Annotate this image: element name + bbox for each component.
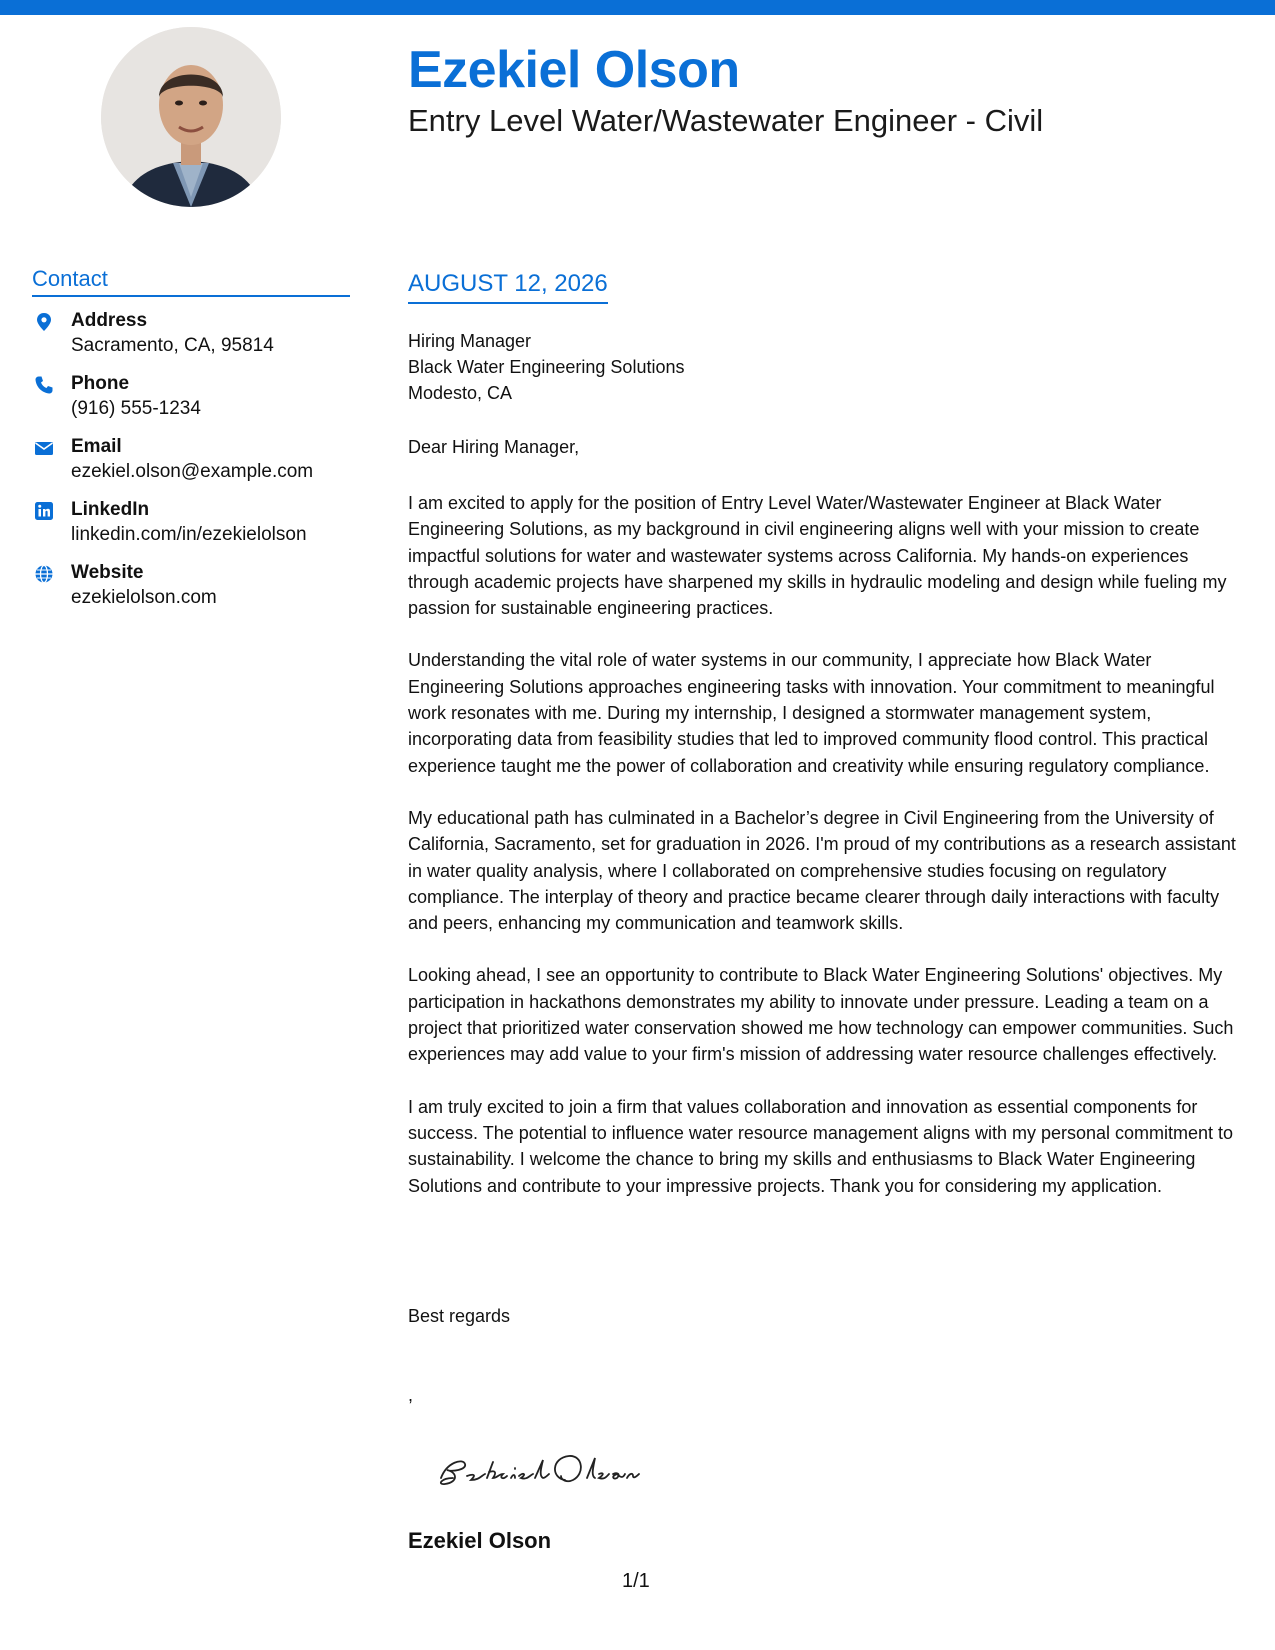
envelope-icon (34, 438, 54, 458)
linkedin-icon (34, 501, 54, 521)
map-pin-icon (34, 312, 54, 332)
recipient-company: Black Water Engineering Solutions (408, 357, 685, 377)
contact-list (32, 310, 352, 625)
contact-value-website[interactable]: ezekielolson.com (71, 587, 217, 608)
handwritten-signature (433, 1438, 643, 1498)
letter-body (408, 490, 1250, 1225)
body-paragraph: My educational path has culminated in a Bachelor’s degree in Civil Engineering from the University of California, Sacramento, set for graduation in 2026. I'm proud of my contributions as a research assistant in water quality analysis, where I collaborated on comprehensive studies focusing on regulatory compliance. The interplay of theory and practice became clearer through daily interactions with faculty and peers, enhancing my communication and teamwork skills. (408, 807, 1236, 934)
contact-item-linkedin (32, 499, 352, 562)
salutation: Dear Hiring Manager, (408, 437, 580, 457)
contact-value-address: Sacramento, CA, 95814 (71, 335, 274, 356)
body-paragraph: I am excited to apply for the position of Entry Level Water/Wastewater Engineer at Black Water Engineering Solutions, as my background in civil engineering aligns well with your mission to create impactful solutions for water and wastewater systems across California. My hands-on experiences through academic projects have sharpened my skills in hydraulic modeling and design while fueling my passion for sustainable engineering practices. (408, 493, 1227, 619)
contact-item-email (32, 436, 352, 499)
body-paragraph: Looking ahead, I see an opportunity to contribute to Black Water Engineering Solutions' objectives. My participation in hackathons demonstrates my ability to innovate under pressure. Leading a team on a project that prioritized water conservation showed me how technology can empower communities. Such experiences may add value to your firm's mission of addressing water resource challenges effectively. (408, 965, 1234, 1065)
contact-label-linkedin: LinkedIn (71, 499, 150, 520)
contact-label-email: Email (71, 436, 122, 457)
job-title: Entry Level Water/Wastewater Engineer - Civil (408, 103, 1044, 138)
contact-item-website (32, 562, 352, 625)
contact-label-phone: Phone (71, 373, 130, 394)
globe-icon (34, 564, 54, 584)
closing-comma: , (408, 1385, 414, 1405)
closing: Best regards (408, 1306, 511, 1326)
contact-value-email[interactable]: ezekiel.olson@example.com (71, 461, 314, 482)
contact-item-phone (32, 373, 352, 436)
recipient-location: Modesto, CA (408, 383, 513, 403)
contact-label-address: Address (71, 310, 148, 331)
phone-icon (34, 375, 54, 395)
top-accent-bar (0, 0, 1275, 15)
letter-date: AUGUST 12, 2026 (408, 270, 608, 304)
body-paragraph: Understanding the vital role of water systems in our community, I appreciate how Black Water Engineering Solutions approaches engineering tasks with innovation. Your commitment to meaningful work resonates with me. During my internship, I designed a stormwater management system, incorporating data from feasibility studies that led to improved community flood control. This practical experience taught me the power of collaboration and creativity while ensuring regulatory compliance. (408, 650, 1215, 776)
contact-value-linkedin[interactable]: linkedin.com/in/ezekielolson (71, 524, 307, 545)
contact-heading: Contact (32, 266, 350, 297)
profile-photo (101, 27, 281, 207)
contact-label-website: Website (71, 562, 144, 583)
page-number: 1/1 (622, 1570, 650, 1592)
contact-item-address (32, 310, 352, 373)
candidate-name: Ezekiel Olson (408, 41, 740, 99)
contact-value-phone: (916) 555-1234 (71, 398, 201, 419)
signatory-name: Ezekiel Olson (408, 1528, 552, 1553)
body-paragraph: I am truly excited to join a firm that values collaboration and innovation as essential components for success. The potential to influence water resource management aligns with my personal commitment to sustainability. I welcome the chance to bring my skills and enthusiasms to Black Water Engineering Solutions and contribute to your impressive projects. Thank you for considering my application. (408, 1096, 1234, 1196)
recipient-name: Hiring Manager (408, 331, 532, 351)
recipient-block (408, 328, 684, 406)
